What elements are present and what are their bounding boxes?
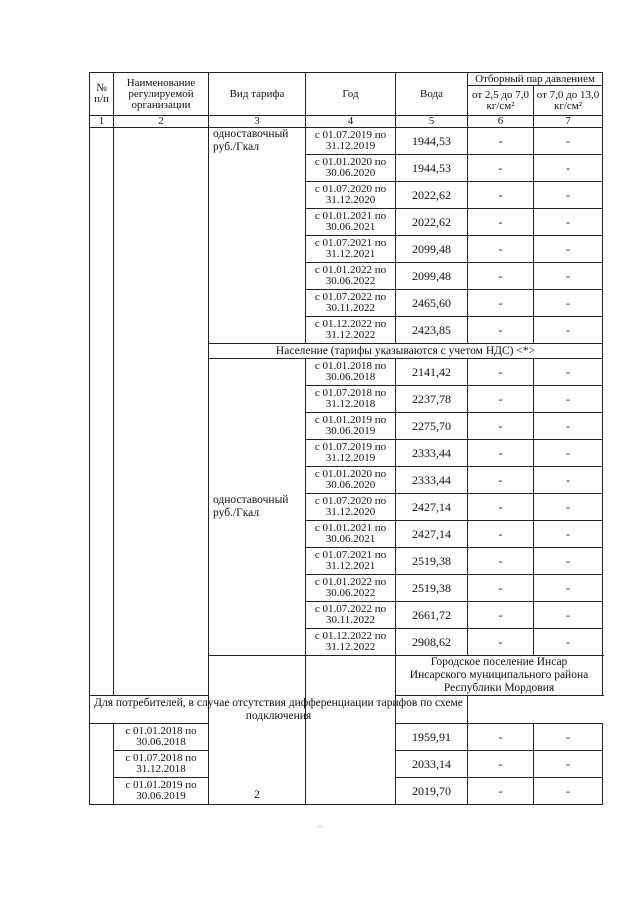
period-cell: с 01.01.2020 по 30.06.2020 <box>306 467 396 494</box>
col-number: 4 <box>306 116 396 128</box>
steam-high-cell: - <box>534 413 603 440</box>
col-number: 7 <box>534 116 603 128</box>
water-cell: 2033,14 <box>396 751 468 778</box>
steam-high-cell: - <box>534 317 603 344</box>
steam-low-cell: - <box>468 602 534 629</box>
water-cell: 2333,44 <box>396 440 468 467</box>
period-cell: с 01.01.2018 по 30.06.2018 <box>306 359 396 386</box>
steam-low-cell: - <box>468 386 534 413</box>
water-cell: 2519,38 <box>396 575 468 602</box>
period-cell: с 01.01.2020 по 30.06.2020 <box>306 155 396 182</box>
district-name: Инсарского муниципального района Республики Мордовия <box>409 669 589 694</box>
steam-high-cell: - <box>534 602 603 629</box>
period-cell: с 01.01.2022 по 30.06.2022 <box>306 575 396 602</box>
water-cell: 2022,62 <box>396 209 468 236</box>
steam-low-cell: - <box>468 413 534 440</box>
steam-low-cell: - <box>468 494 534 521</box>
steam-low-cell: - <box>468 290 534 317</box>
steam-low-cell: - <box>468 440 534 467</box>
period-cell: с 01.07.2020 по 31.12.2020 <box>306 182 396 209</box>
water-cell: 2661,72 <box>396 602 468 629</box>
water-cell: 2427,14 <box>396 521 468 548</box>
period-cell: с 01.01.2021 по 30.06.2021 <box>306 521 396 548</box>
steam-high-cell: - <box>534 778 603 805</box>
steam-low-cell: - <box>468 751 534 778</box>
steam-high-cell: - <box>534 751 603 778</box>
period-cell: с 01.01.2021 по 30.06.2021 <box>306 209 396 236</box>
water-cell: 2423,85 <box>396 317 468 344</box>
period-cell: с 01.07.2022 по 30.11.2022 <box>306 602 396 629</box>
steam-low-cell: - <box>468 521 534 548</box>
settlement-name: Городское поселение Инсар <box>430 656 568 668</box>
water-cell: 2427,14 <box>396 494 468 521</box>
header-num: № п/п <box>90 73 114 116</box>
steam-high-cell: - <box>534 440 603 467</box>
steam-low-cell: - <box>468 724 534 751</box>
period-cell: с 01.07.2019 по 31.12.2019 <box>306 440 396 467</box>
steam-low-cell: - <box>468 359 534 386</box>
column-number-row <box>90 116 603 128</box>
steam-high-cell: - <box>534 128 603 155</box>
steam-high-cell: - <box>534 263 603 290</box>
period-cell: с 01.12.2022 по 31.12.2022 <box>306 629 396 656</box>
steam-high-cell: - <box>534 155 603 182</box>
header-tariff-type: Вид тарифа <box>209 73 306 116</box>
steam-high-cell: - <box>534 386 603 413</box>
water-cell: 2019,70 <box>396 778 468 805</box>
steam-high-cell: - <box>534 182 603 209</box>
header-steam-high: от 7,0 до 13,0 кг/см² <box>534 86 603 116</box>
tariff-type-cell <box>90 724 114 805</box>
water-cell: 2275,70 <box>396 413 468 440</box>
water-cell: 2333,44 <box>396 467 468 494</box>
steam-high-cell: - <box>534 521 603 548</box>
header-year: Год <box>306 73 396 116</box>
tariff-type-cell: одноставочный руб./Гкал <box>209 128 306 344</box>
period-cell: с 01.01.2018 по 30.06.2018 <box>114 724 209 751</box>
steam-high-cell: - <box>534 467 603 494</box>
page-mark <box>318 826 322 827</box>
steam-low-cell: - <box>468 317 534 344</box>
steam-low-cell: - <box>468 155 534 182</box>
col-number: 2 <box>114 116 209 128</box>
steam-low-cell: - <box>468 778 534 805</box>
period-cell: с 01.01.2019 по 30.06.2019 <box>306 413 396 440</box>
steam-high-cell: - <box>534 629 603 656</box>
steam-low-cell: - <box>468 263 534 290</box>
water-cell: 2465,60 <box>396 290 468 317</box>
water-cell: 2099,48 <box>396 236 468 263</box>
row-num-cell: 2 <box>209 656 306 805</box>
period-cell: с 01.07.2020 по 31.12.2020 <box>306 494 396 521</box>
col-number: 6 <box>468 116 534 128</box>
population-header: Население (тарифы указываются с учетом НДС) <*> <box>209 344 603 359</box>
col-number: 3 <box>209 116 306 128</box>
steam-low-cell: - <box>468 128 534 155</box>
water-cell: 2237,78 <box>396 386 468 413</box>
tariff-type-cell: одноставочный руб./Гкал <box>209 359 306 656</box>
steam-high-cell: - <box>534 548 603 575</box>
water-cell: 1944,53 <box>396 155 468 182</box>
water-cell: 2908,62 <box>396 629 468 656</box>
org-cell <box>114 128 209 696</box>
period-cell: с 01.07.2018 по 31.12.2018 <box>114 751 209 778</box>
steam-low-cell: - <box>468 467 534 494</box>
water-cell: 2519,38 <box>396 548 468 575</box>
water-cell: 2022,62 <box>396 182 468 209</box>
steam-low-cell: - <box>468 548 534 575</box>
period-cell: с 01.07.2018 по 31.12.2018 <box>306 386 396 413</box>
steam-low-cell: - <box>468 575 534 602</box>
row-num-cell <box>90 128 114 696</box>
header-org: Наименование регулируемой организации <box>114 73 209 116</box>
water-cell: 1944,53 <box>396 128 468 155</box>
steam-low-cell: - <box>468 236 534 263</box>
steam-high-cell: - <box>534 290 603 317</box>
period-cell: с 01.12.2022 по 31.12.2022 <box>306 317 396 344</box>
steam-high-cell: - <box>534 724 603 751</box>
header-water: Вода <box>396 73 468 116</box>
table-row <box>90 128 603 155</box>
steam-low-cell: - <box>468 209 534 236</box>
steam-high-cell: - <box>534 209 603 236</box>
water-cell: 1959,91 <box>396 724 468 751</box>
steam-low-cell: - <box>468 629 534 656</box>
col-number: 1 <box>90 116 114 128</box>
period-cell: с 01.01.2019 по 30.06.2019 <box>114 778 209 805</box>
header-steam-low: от 2,5 до 7,0 кг/см² <box>468 86 534 116</box>
header-steam: Отборный пар давлением <box>468 73 603 86</box>
settlement-header <box>396 656 603 696</box>
col-number: 5 <box>396 116 468 128</box>
table-row <box>90 696 603 724</box>
tariff-table <box>89 72 603 805</box>
steam-high-cell: - <box>534 236 603 263</box>
steam-high-cell: - <box>534 359 603 386</box>
consumers-header: Для потребителей, в случае отсутствия дифференциации тарифов по схеме подключения <box>90 696 468 724</box>
steam-high-cell: - <box>534 494 603 521</box>
period-cell: с 01.07.2021 по 31.12.2021 <box>306 236 396 263</box>
steam-low-cell: - <box>468 182 534 209</box>
period-cell: с 01.07.2021 по 31.12.2021 <box>306 548 396 575</box>
steam-high-cell: - <box>534 575 603 602</box>
org-cell <box>306 656 396 805</box>
water-cell: 2099,48 <box>396 263 468 290</box>
period-cell: с 01.07.2022 по 30.11.2022 <box>306 290 396 317</box>
period-cell: с 01.07.2019 по 31.12.2019 <box>306 128 396 155</box>
water-cell: 2141,42 <box>396 359 468 386</box>
period-cell: с 01.01.2022 по 30.06.2022 <box>306 263 396 290</box>
